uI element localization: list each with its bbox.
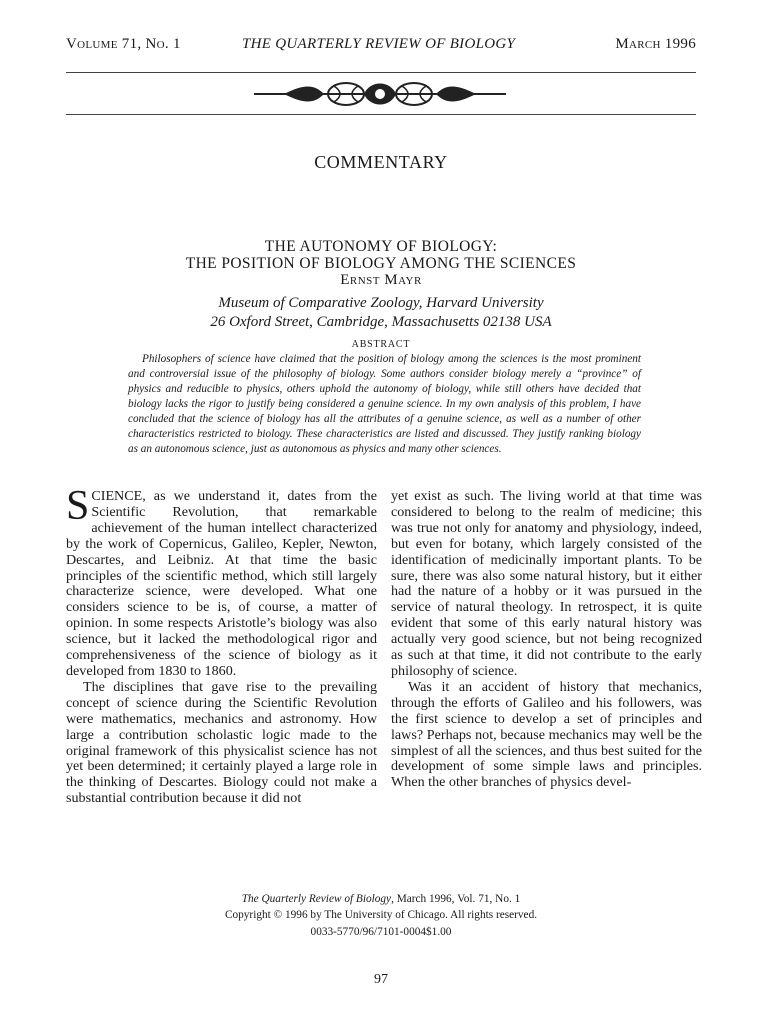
drop-cap: S	[66, 483, 90, 529]
paragraph-1	[66, 483, 377, 680]
volume-number: Volume 71, No. 1	[66, 36, 181, 52]
affiliation-line-1: Museum of Comparative Zoology, Harvard University	[218, 295, 544, 311]
issue-date: March 1996	[615, 36, 696, 52]
paragraph-4: Was it an accident of history that mechanics, through the efforts of Galileo and his followers, was the first science to develop a set of principles and laws? Perhaps not, because mechanics may well be the simplest of all the sciences, and thus best suited for the development of some simple laws and principles. When the other branches of physics devel-	[391, 678, 702, 791]
abstract-text: Philosophers of science have claimed that the position of biology among the sciences is the most prominent and controversial issue of the philosophy of biology. Some authors consider biology merely a “province” of physics and reducible to physics, others uphold the autonomy of biology, while still others have decided that biology lacks the rigor to justify being considered a genuine science. In my own analysis of this problem, I have concluded that the science of biology has all the attributes of a genuine science, as well as a number of other characteristics restricted to biology. These characteristics are listed and discussed. They justify ranking biology as an autonomous science, just as autonomous as physics and many other sciences.	[128, 353, 641, 455]
ornament-icon	[254, 74, 506, 114]
title-line-2: THE POSITION OF BIOLOGY AMONG THE SCIENCES	[185, 255, 577, 272]
footer-copyright: Copyright © 1996 by The University of Chicago. All rights reserved.	[224, 909, 538, 921]
header-rule-top	[66, 72, 696, 73]
header-rule-bottom	[66, 114, 696, 115]
footer-citation	[66, 893, 696, 905]
citation-details: , March 1996, Vol. 71, No. 1	[391, 893, 521, 905]
running-header	[66, 36, 696, 56]
affiliation-line-2: 26 Oxford Street, Cambridge, Massachusetts 02138 USA	[210, 314, 552, 330]
journal-name: THE QUARTERLY REVIEW OF BIOLOGY	[242, 36, 516, 52]
article-title	[66, 238, 696, 272]
author-name: Ernst Mayr	[340, 272, 422, 288]
footer-issn: 0033-5770/96/7101-0004$1.00	[310, 926, 452, 938]
body-column-left	[66, 483, 377, 807]
paragraph-1-text: CIENCE, as we understand it, dates from the Scientific Revolution, that remarkable achievement of the human intellect characterized by the work of Copernicus, Galileo, Kepler, Newton, Descartes, and Leibniz. At that time the basic principles of the scientific method, which still largely characterize science, were developed. What one considers science to be is, of course, a matter of opinion. In some respects Aristotle’s biology was also science, but it lacked the methodological rigor and comprehensiveness of the science of biology as it developed from 1830 to 1860.	[66, 488, 377, 679]
citation-journal: The Quarterly Review of Biology	[241, 893, 392, 905]
body-column-right	[391, 489, 702, 791]
author-affiliation	[66, 294, 696, 332]
paragraph-3: yet exist as such. The living world at that time was considered to belong to the realm of medicine; this was true not only for anatomy and physiology, indeed, but even for botany, which largely consisted of the identification of medicinally important plants. To be sure, there was also some natural history, but it either had the nature of a hobby or it was pursued in the service of natural theology. In retrospect, it is quite evident that some of this early natural history was actually very good science, but not being recognized as such at that time, it did not contribute to the early philosophy of science.	[391, 488, 702, 679]
abstract-heading: ABSTRACT	[351, 339, 411, 350]
section-label: COMMENTARY	[314, 152, 448, 172]
page-number: 97	[374, 972, 388, 987]
paragraph-2: The disciplines that gave rise to the prevailing concept of science during the Scientific Revolution were mathematics, mechanics and astronomy. How large a contribution scholastic logic made to the original framework of this physicalist science has not yet been determined; it certainly played a large role in the thinking of Descartes. Biology could not make a substantial contribution because it did not	[66, 678, 377, 807]
title-line-1: THE AUTONOMY OF BIOLOGY:	[264, 238, 498, 255]
